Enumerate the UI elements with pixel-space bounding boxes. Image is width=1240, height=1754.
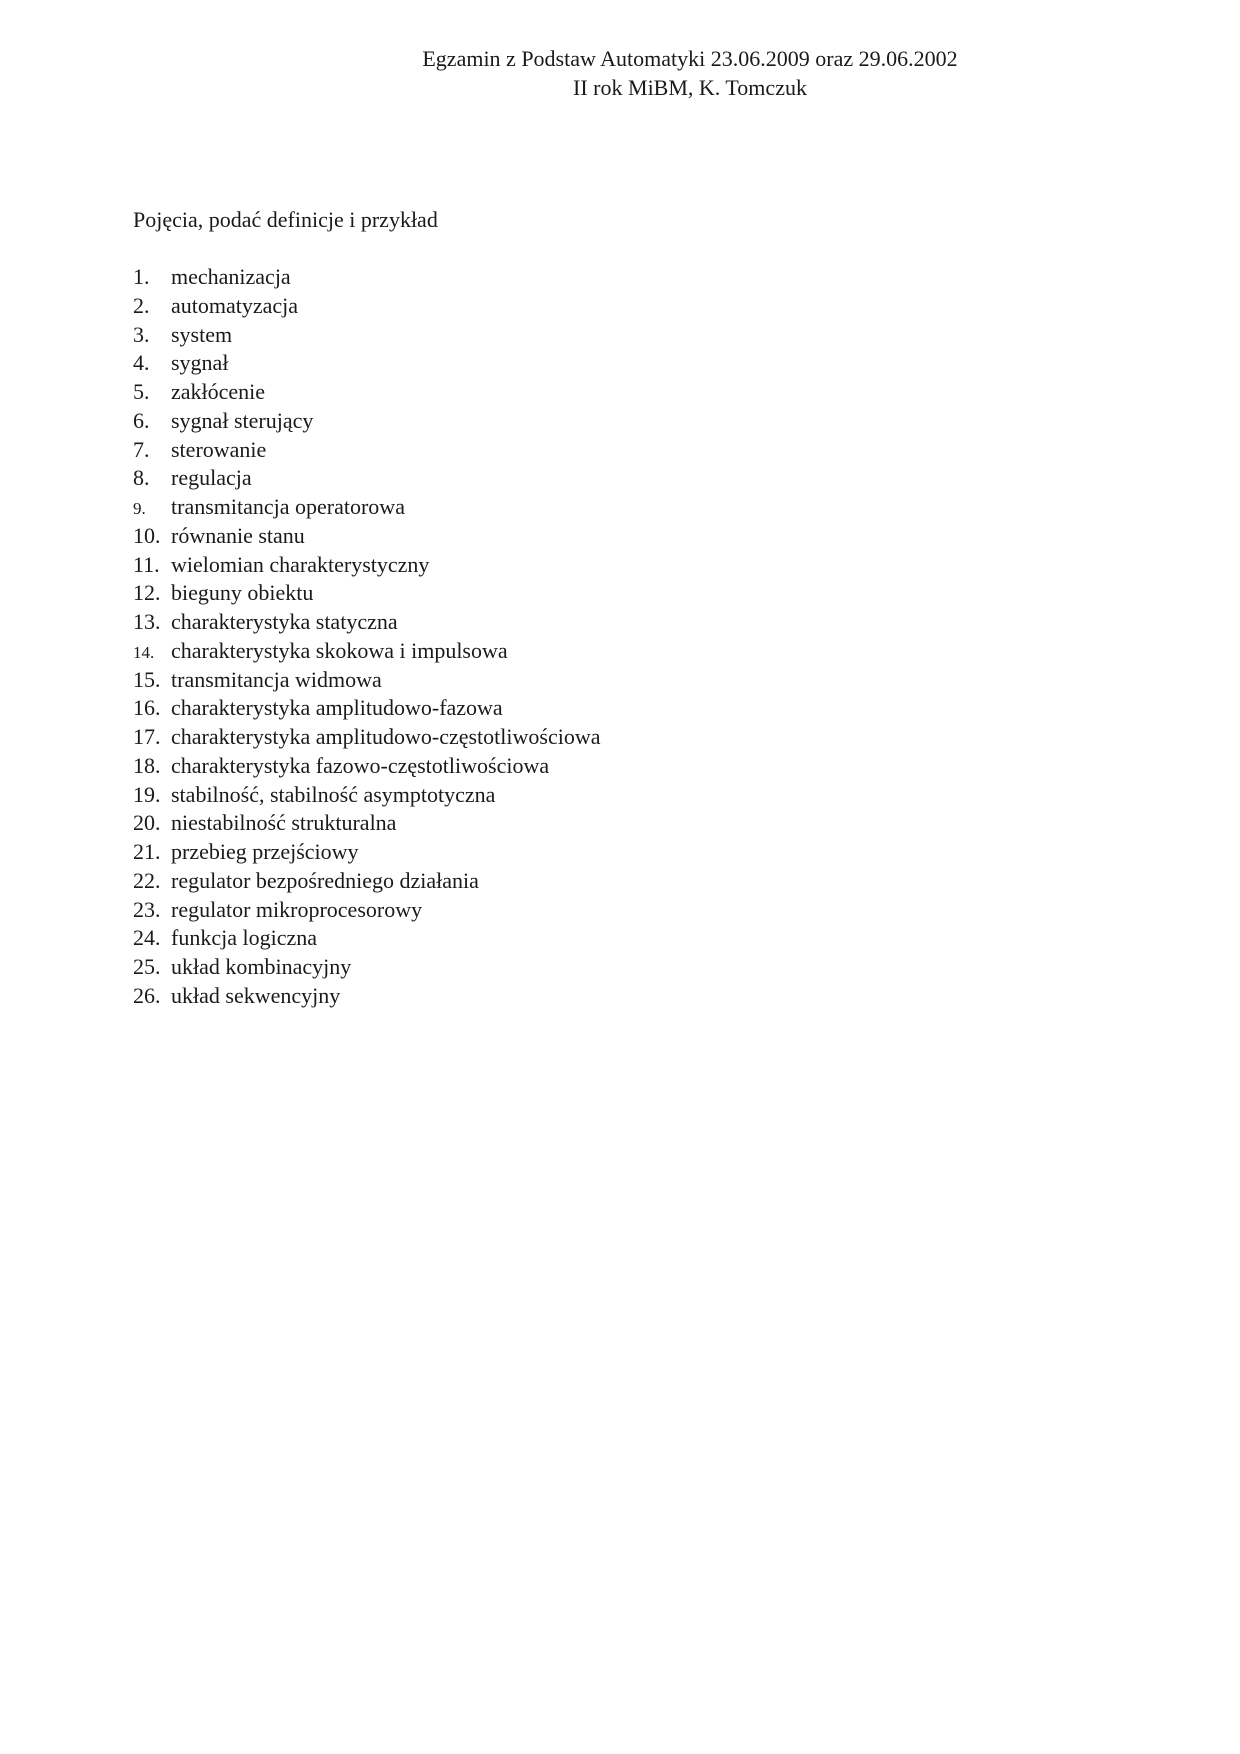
- item-text: sygnał: [171, 350, 229, 376]
- item-text: charakterystyka skokowa i impulsowa: [171, 637, 508, 663]
- list-item: [133, 321, 600, 350]
- list-item: [133, 838, 600, 867]
- item-text: regulator mikroprocesorowy: [171, 896, 423, 922]
- list-item: [133, 809, 600, 838]
- item-text: przebieg przejściowy: [171, 839, 359, 864]
- item-text: charakterystyka amplitudowo-częstotliwościowa: [171, 724, 601, 749]
- item-number: 21.: [133, 839, 161, 864]
- list-item: [133, 752, 600, 781]
- list-item: [133, 666, 600, 695]
- list-item: [133, 292, 600, 321]
- item-number: 17.: [133, 724, 161, 749]
- item-text: stabilność, stabilność asymptotyczna: [171, 781, 496, 807]
- item-text: sygnał sterujący: [171, 407, 314, 433]
- list-item: [133, 464, 600, 493]
- item-text: regulacja: [171, 465, 252, 491]
- list-item: [133, 694, 600, 723]
- item-number: 19.: [133, 781, 161, 807]
- item-number: 4.: [133, 350, 150, 376]
- list-item: [133, 608, 600, 637]
- list-item: [133, 493, 600, 522]
- header-title: Egzamin z Podstaw Automatyki 23.06.2009 oraz 29.06.2002: [422, 46, 958, 71]
- item-number: 11.: [133, 551, 160, 577]
- list-item: [133, 982, 600, 1011]
- list-item: [133, 378, 600, 407]
- list-item: [133, 349, 600, 378]
- item-number: 7.: [133, 436, 150, 462]
- item-number: 9.: [133, 499, 146, 518]
- item-text: funkcja logiczna: [171, 925, 317, 951]
- list-item: [133, 522, 600, 551]
- list-item: [133, 896, 600, 925]
- list-item: [133, 867, 600, 896]
- item-number: 6.: [133, 407, 150, 433]
- item-text: system: [171, 321, 233, 347]
- item-number: 12.: [133, 580, 161, 606]
- item-text: równanie stanu: [171, 522, 305, 548]
- item-number: 22.: [133, 867, 161, 893]
- list-item: [133, 953, 600, 982]
- list-item: [133, 407, 600, 436]
- item-text: transmitancja operatorowa: [171, 494, 405, 519]
- item-text: charakterystyka amplitudowo-fazowa: [171, 695, 503, 721]
- item-text: sterowanie: [171, 436, 267, 462]
- item-number: 5.: [133, 379, 150, 404]
- item-number: 18.: [133, 752, 161, 778]
- item-text: bieguny obiektu: [171, 580, 314, 606]
- item-number: 26.: [133, 982, 161, 1008]
- item-number: 2.: [133, 292, 150, 318]
- item-text: niestabilność strukturalna: [171, 810, 397, 836]
- item-number: 13.: [133, 609, 161, 634]
- item-text: automatyzacja: [171, 292, 299, 318]
- item-number: 24.: [133, 925, 161, 951]
- header-subtitle: II rok MiBM, K. Tomczuk: [573, 75, 807, 100]
- item-number: 25.: [133, 954, 161, 979]
- list-item: [133, 924, 600, 953]
- item-number: 3.: [133, 321, 150, 347]
- item-text: układ sekwencyjny: [171, 982, 341, 1008]
- item-number: 15.: [133, 666, 161, 692]
- list-item: [133, 637, 600, 666]
- terms-list: [133, 263, 600, 1011]
- item-number: 1.: [133, 264, 150, 289]
- item-text: regulator bezpośredniego działania: [171, 867, 479, 893]
- item-number: 8.: [133, 465, 150, 491]
- item-number: 23.: [133, 896, 161, 922]
- item-text: charakterystyka statyczna: [171, 609, 398, 634]
- list-item: [133, 723, 600, 752]
- intro-text: Pojęcia, podać definicje i przykład: [133, 207, 438, 232]
- item-text: wielomian charakterystyczny: [171, 551, 430, 577]
- list-item: [133, 551, 600, 580]
- item-number: 14.: [133, 642, 155, 662]
- item-number: 16.: [133, 695, 161, 721]
- item-text: układ kombinacyjny: [171, 954, 352, 979]
- item-number: 10.: [133, 522, 161, 548]
- list-item: [133, 436, 600, 465]
- item-text: mechanizacja: [171, 264, 291, 289]
- list-item: [133, 579, 600, 608]
- item-text: transmitancja widmowa: [171, 666, 382, 692]
- list-item: [133, 781, 600, 810]
- document-header: [0, 44, 1240, 102]
- item-text: charakterystyka fazowo-częstotliwościowa: [171, 752, 550, 778]
- list-item: [133, 263, 600, 292]
- item-text: zakłócenie: [171, 379, 266, 404]
- item-number: 20.: [133, 810, 161, 836]
